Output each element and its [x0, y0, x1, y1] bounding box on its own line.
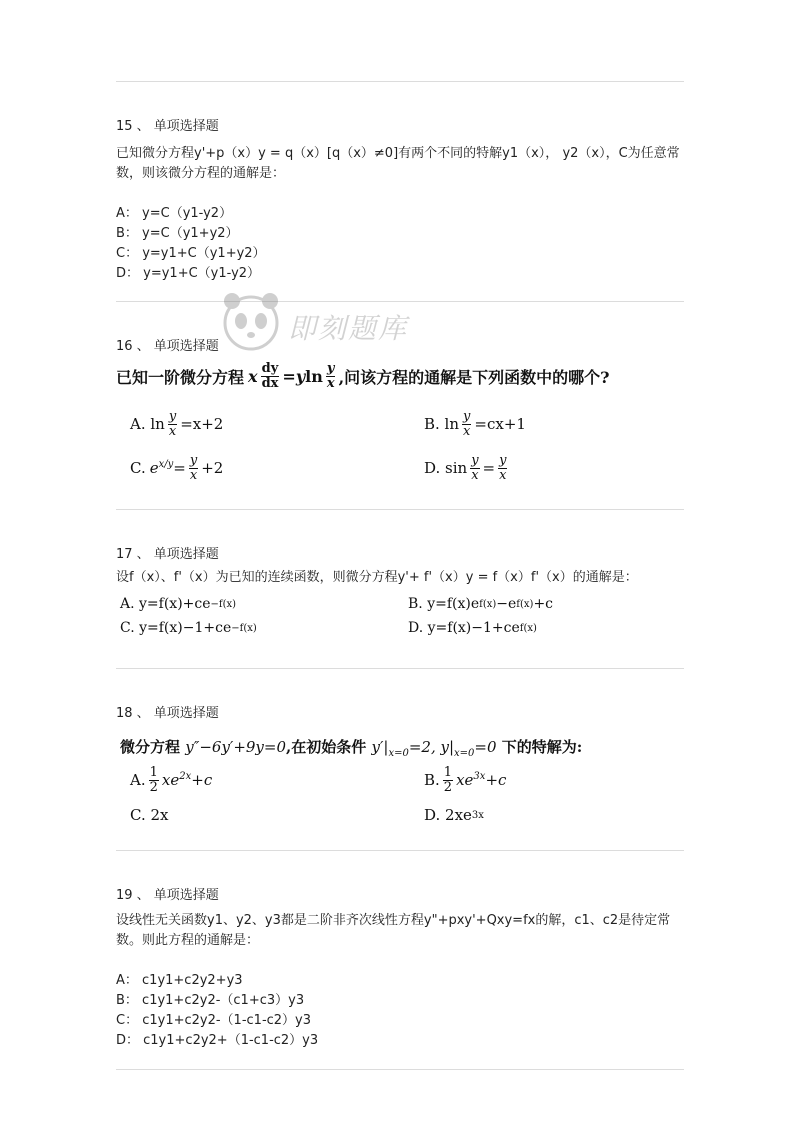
- question-15-text: 已知微分方程y'+p（x）y = q（x）[q（x）≠0]有两个不同的特解y1（x）， y2（x），C为任意常数，则该微分方程的通解是：: [116, 146, 680, 181]
- question-19-options: [116, 971, 318, 1051]
- option-a[interactable]: A： y=C（y1-y2）: [116, 206, 233, 221]
- stem-prefix: 微分方程: [120, 738, 181, 756]
- option-b[interactable]: B. y=f(x)e f(x) −e f(x) +c: [408, 596, 554, 612]
- question-19-header: 19 、 单项选择题: [116, 888, 219, 903]
- question-16-header: 16 、 单项选择题: [116, 339, 219, 354]
- question-15-options: [116, 204, 266, 284]
- option-b[interactable]: B. ln $\frac{y}{x}$ =cx+1: [424, 409, 526, 439]
- question-17-header: 17 、 单项选择题: [116, 547, 219, 562]
- option-a[interactable]: A. $\frac{1}{2}$ $xe^{2x}+c$: [130, 765, 213, 795]
- option-tail: =x+2: [180, 415, 224, 434]
- option-d[interactable]: D. sin $\frac{y}{x}$ = $\frac{y}{x}$: [424, 453, 507, 483]
- question-18-stem: 微分方程 y″−6y′+9y=0,在初始条件 $y'|_{x=0}=2$, $y|_{x=0}=0$ 下的特解为:: [120, 738, 583, 759]
- divider: [116, 1069, 684, 1070]
- option-b[interactable]: B： y=C（y1+y2）: [116, 226, 239, 241]
- divider: [116, 81, 684, 82]
- option-d[interactable]: D： c1y1+c2y2+（1-c1-c2）y3: [116, 1033, 319, 1048]
- question-19-text: 设线性无关函数y1、y2、y3都是二阶非齐次线性方程y"+pxy'+Qxy=fx的解，c1、c2是待定常数。则此方程的通解是：: [116, 913, 671, 948]
- option-label: D. y=f(x)−1+ce: [408, 620, 520, 636]
- divider: [116, 509, 684, 510]
- option-d[interactable]: D. 2xe 3x: [424, 806, 484, 824]
- divider: [116, 668, 684, 669]
- option-label: D. 2xe: [424, 806, 472, 824]
- option-label: A. y=f(x)+ce: [120, 596, 211, 612]
- option-label: B.: [424, 771, 440, 790]
- option-d[interactable]: D： y=y1+C（y1-y2）: [116, 266, 261, 281]
- option-b[interactable]: B. $\frac{1}{2}$ $xe^{3x}+c$: [424, 765, 507, 795]
- option-tail: +2: [201, 459, 224, 478]
- option-label: A. ln: [130, 415, 165, 434]
- question-15-header: 15 、 单项选择题: [116, 119, 219, 134]
- option-a[interactable]: A： c1y1+c2y2+y3: [116, 973, 243, 988]
- option-tail: =cx+1: [474, 415, 526, 434]
- stem-prefix: 已知一阶微分方程: [116, 367, 245, 387]
- option-c[interactable]: C： c1y1+c2y2-（1-c1-c2）y3: [116, 1013, 312, 1028]
- option-a[interactable]: A. y=f(x)+ce −f(x): [120, 596, 237, 612]
- option-label: C. y=f(x)−1+ce: [120, 620, 232, 636]
- question-16-stem: 已知一阶微分方程 x $\frac{dy}{dx}$ =yln $\frac{y}{x}$ ,问该方程的通解是下列函数中的哪个?: [116, 361, 610, 391]
- watermark: [218, 287, 438, 367]
- panda-logo-icon: [218, 287, 284, 357]
- question-18-header: 18 、 单项选择题: [116, 706, 219, 721]
- option-label: A.: [130, 771, 146, 790]
- option-d[interactable]: D. y=f(x)−1+ce f(x): [408, 620, 537, 636]
- stem-suffix: ,问该方程的通解是下列函数中的哪个?: [338, 367, 610, 387]
- question-17-text: 设f（x）、f'（x）为已知的连续函数，则微分方程y'+ f'（x）y = f（x）f'（x）的通解是：: [116, 570, 638, 585]
- option-c[interactable]: C： y=y1+C（y1+y2）: [116, 246, 266, 261]
- option-label: B. y=f(x)e: [408, 596, 480, 612]
- option-c[interactable]: C. $e^{x/y}$ = $\frac{y}{x}$ +2: [130, 453, 224, 483]
- watermark-text: 即刻题库: [288, 312, 409, 345]
- option-label: B. ln: [424, 415, 460, 434]
- option-label: D. sin: [424, 459, 468, 478]
- stem-mid: ,在初始条件: [286, 738, 367, 756]
- option-label: C. 2x: [130, 806, 169, 824]
- stem-suffix: 下的特解为:: [501, 738, 583, 756]
- option-b[interactable]: B： c1y1+c2y2-（c1+c3）y3: [116, 993, 305, 1008]
- option-c[interactable]: C. y=f(x)−1+ce −f(x): [120, 620, 257, 636]
- option-c[interactable]: [130, 806, 168, 824]
- option-label: C.: [130, 459, 146, 478]
- divider: [116, 850, 684, 851]
- option-a[interactable]: A. ln $\frac{y}{x}$ =x+2: [130, 409, 224, 439]
